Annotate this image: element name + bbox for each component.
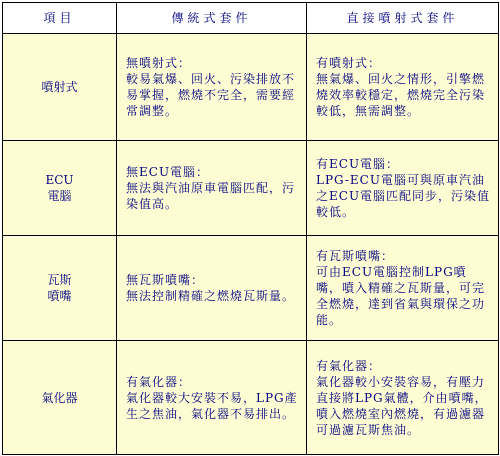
table-row bbox=[3, 34, 499, 141]
cell-body: 可由ECU電腦控制LPG噴嘴，噴入精確之瓦斯量，可完全燃燒，達到省氣與環保之功能。 bbox=[316, 265, 486, 327]
cell-body: 氣化器較大安裝不易，LPG產生之焦油，氣化器不易排出。 bbox=[126, 390, 298, 421]
cell-body: 較易氣爆、回火、污染排放不易掌握，燃燒不完全，需要經常調整。 bbox=[126, 72, 296, 118]
row-label: ECU 電腦 bbox=[3, 141, 117, 236]
traditional-cell bbox=[117, 341, 307, 455]
cell-title: 有噴射式： bbox=[316, 56, 382, 70]
cell-title: 無ECU電腦： bbox=[126, 165, 210, 179]
traditional-cell bbox=[117, 34, 307, 141]
traditional-cell bbox=[117, 236, 307, 341]
direct-cell bbox=[307, 236, 499, 341]
table-row bbox=[3, 141, 499, 236]
row-label: 噴射式 bbox=[3, 34, 117, 141]
cell-body: 無法控制精確之燃燒瓦斯量。 bbox=[126, 289, 296, 303]
row-label: 瓦斯 噴嘴 bbox=[3, 236, 117, 341]
header-row bbox=[3, 3, 499, 34]
cell-title: 有瓦斯噴嘴： bbox=[316, 249, 395, 263]
cell-body: LPG-ECU電腦可與原車汽油之ECU電腦匹配同步，污染值較低。 bbox=[316, 173, 491, 219]
direct-cell bbox=[307, 141, 499, 236]
traditional-cell bbox=[117, 141, 307, 236]
table-row bbox=[3, 236, 499, 341]
header-traditional-kit: 傳統式套件 bbox=[117, 3, 307, 34]
cell-body: 無法與汽油原車電腦匹配，污染值高。 bbox=[126, 181, 296, 211]
direct-cell bbox=[307, 341, 499, 455]
cell-title: 無噴射式： bbox=[126, 56, 192, 70]
cell-title: 有氣化器： bbox=[316, 358, 382, 373]
direct-cell bbox=[307, 34, 499, 141]
comparison-table bbox=[2, 2, 499, 455]
header-direct-injection-kit: 直接噴射式套件 bbox=[307, 3, 499, 34]
header-item: 項目 bbox=[3, 3, 117, 34]
row-label: 氣化器 bbox=[3, 341, 117, 455]
cell-title: 有ECU電腦： bbox=[316, 157, 400, 171]
table-row bbox=[3, 341, 499, 455]
cell-title: 有氣化器： bbox=[126, 374, 192, 389]
cell-body: 氣化器較小安裝容易，有壓力直接將LPG氣體，介由噴嘴，噴入燃燒室內燃燒，有過濾器可過濾瓦斯焦油。 bbox=[316, 374, 488, 437]
cell-body: 無氣爆、回火之情形，引擎燃燒效率較穩定，燃燒完全污染較低，無需調整。 bbox=[316, 72, 486, 118]
cell-title: 無瓦斯噴嘴： bbox=[126, 273, 205, 287]
